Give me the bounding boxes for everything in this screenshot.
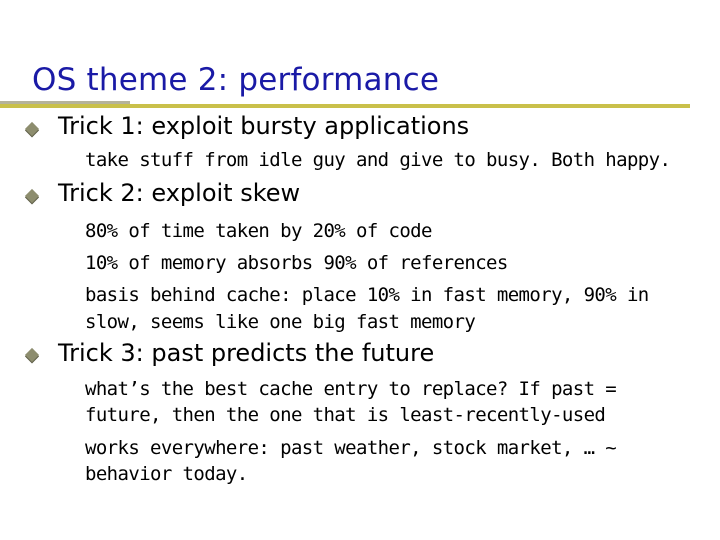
bullet-2-text: Trick 2: exploit skew <box>58 179 301 207</box>
slide-title: OS theme 2: performance <box>32 62 440 98</box>
diamond-bullet-icon <box>25 348 39 362</box>
bullet-3-sub-4: behavior today. <box>85 463 248 485</box>
bullet-2-sub-3: basis behind cache: place 10% in fast memory, 90% in <box>85 284 649 306</box>
bullet-1-sub-1: take stuff from idle guy and give to busy. Both happy. <box>85 149 671 171</box>
bullet-2-sub-2: 10% of memory absorbs 90% of references <box>85 252 508 274</box>
bullet-3-sub-2: future, then the one that is least-recently-used <box>85 404 606 426</box>
bullet-3-sub-1: what’s the best cache entry to replace? If past = <box>85 378 617 400</box>
title-rule <box>0 104 690 108</box>
bullet-3-sub-3: works everywhere: past weather, stock market, … ~ <box>85 437 617 459</box>
diamond-bullet-icon <box>25 122 39 136</box>
bullet-3-text: Trick 3: past predicts the future <box>58 339 435 367</box>
bullet-2-sub-1: 80% of time taken by 20% of code <box>85 220 432 242</box>
bullet-2-sub-4: slow, seems like one big fast memory <box>85 311 476 333</box>
bullet-1-text: Trick 1: exploit bursty applications <box>58 112 470 140</box>
diamond-bullet-icon <box>25 189 39 203</box>
